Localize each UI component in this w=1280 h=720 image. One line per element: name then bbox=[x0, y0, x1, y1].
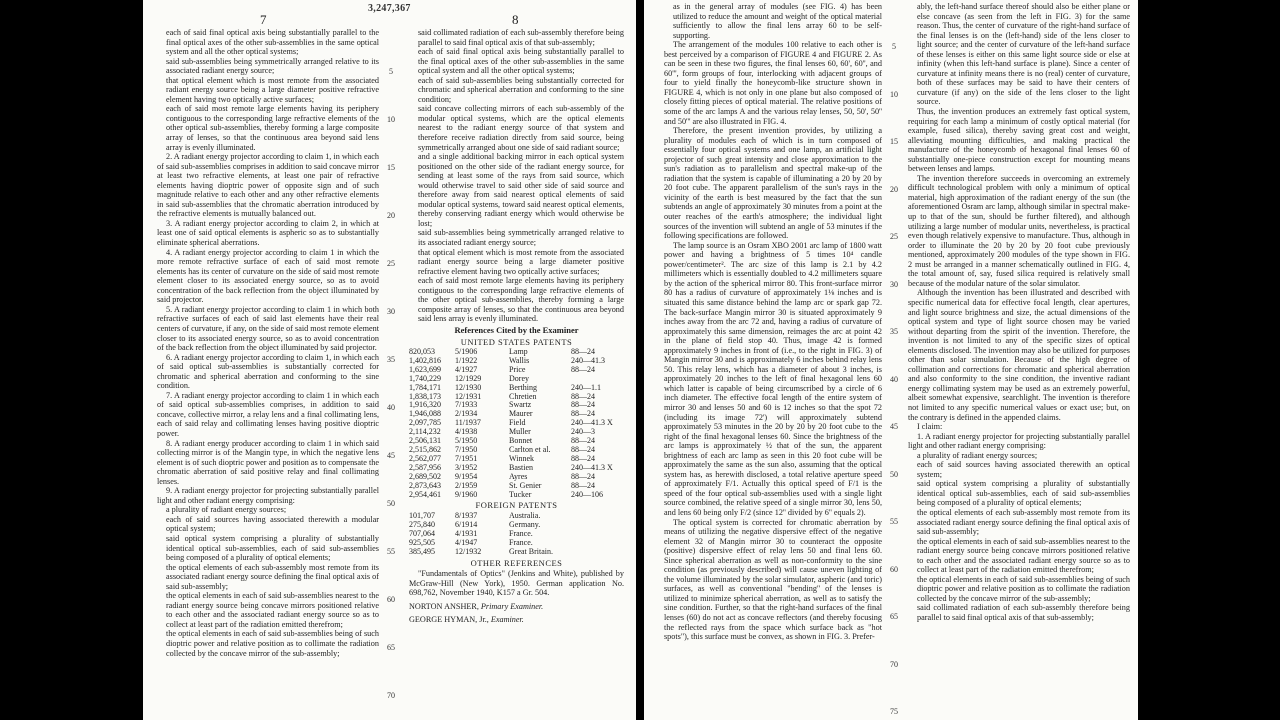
line-number: 70 bbox=[387, 691, 395, 700]
right-right-paragraph: 1. A radiant energy projector for projecting substantially parallel light and other radiant energy comprising: bbox=[908, 431, 1130, 451]
citation-num: 2,873,643 bbox=[409, 480, 441, 490]
citation-num: 385,495 bbox=[409, 546, 435, 556]
right-right-paragraph: I claim: bbox=[917, 422, 943, 432]
examiner bbox=[409, 615, 624, 625]
right-right-paragraph: said collimated radiation of each sub-assembly therefore being parallel to said final optical axis of that sub-assembly; bbox=[917, 603, 1130, 622]
citation-cls: France. bbox=[509, 528, 533, 538]
column-7-text bbox=[157, 28, 379, 718]
citation-num: 707,064 bbox=[409, 528, 435, 538]
citation-name: St. Genier bbox=[509, 480, 542, 490]
citation-name: Berthing bbox=[509, 382, 537, 392]
line-number: 55 bbox=[387, 547, 395, 556]
line-number: 40 bbox=[890, 374, 898, 384]
other-references-heading: OTHER REFERENCES bbox=[470, 557, 563, 568]
citation-name: Winnek bbox=[509, 453, 535, 463]
line-number: 35 bbox=[890, 327, 898, 336]
column-7-paragraph: that optical element which is most remote from the associated radiant energy source being a large diameter positive refractive element having two optically active surfaces; bbox=[166, 75, 379, 104]
citation-num: 2,689,502 bbox=[409, 471, 441, 481]
column-8-paragraph: said concave collecting mirrors of each sub-assembly of the modular optical systems, which are the optical elements nearest to the radiant energy source of that system and therefore receive radiation directly from said source, being symmetrically arranged about one side of said radiant source; bbox=[418, 104, 624, 152]
line-number: 50 bbox=[387, 499, 395, 508]
citation-num: 1,916,320 bbox=[409, 400, 441, 410]
citation-cls: 240—3 bbox=[571, 427, 595, 437]
citation-cls: France. bbox=[509, 537, 533, 547]
citation-num: 1,740,229 bbox=[409, 373, 441, 383]
right-right-paragraph: Although the invention has been illustrated and described with specific numerical data for effective focal length, clear apertures, and light source brightness and size, the actual dimensions of the optical system and type of light source chosen may be varied without departing from the spirit of the invention. Therefore, the invention is not limited to any of the specific sizes of optical elements disclosed. The invention may also be utilized for purposes other than solar simulation. Because of the high degree of collimation and corrections for chromatic and spherical aberration and also conformity to the sine condition, the inventive radiant energy collimating system may be used as an extremely powerful, albeit somewhat expensive, searchlight. The invention is therefore not limited to any specific numerical values or exact use; but, on the contrary is defined in the appended claims. bbox=[908, 288, 1130, 422]
citation-cls: 88—24 bbox=[571, 445, 595, 455]
column-7-paragraph: 8. A radiant energy producer according to claim 1 in which said collecting mirror is of the Mangin type, in which the negative lens element is of such dioptric power and position as to compensate the chromatic aberration of said positive relay and final collimating lenses. bbox=[157, 438, 379, 486]
citation-cls: Australia. bbox=[509, 511, 541, 520]
citation-date: 9/1954 bbox=[455, 471, 478, 481]
line-number: 60 bbox=[890, 564, 898, 574]
line-number: 20 bbox=[890, 184, 898, 194]
citation-name: Carlton et al. bbox=[509, 445, 551, 455]
citation-num: 2,506,131 bbox=[409, 436, 441, 446]
right-left-paragraph: The lamp source is an Osram XBO 2001 arc lamp of 1800 watt power and having a brightness of 5 times 10⁴ candle power/centimeter². The arc size of this lamp is 2.1 by 4.2 millimeters which is essentially doubled to 4.2 millimeters square by the action of the spherical mirror 80. This front-surface mirror 80 has a radius of curvature of approximately 1⅛ inches and is situated this same distance behind the lamp arc or spark gap 72. The back-surface Mangin mirror 30 is situated approximately 9 inches away from the arc 72 and, having a radius of curvature of approximately this same dimension, reimages the arc at point 42 in the plane of field stop 40. Thus, image 42 is formed approximately 9 inches in front of (i.e., to the right in FIG. 3) of Mangin mirror 30 and is approximately 6 inches behind relay lens 50. This relay lens, which has a diameter of about 3 inches, is approximately 20 inches to the left of final hexagonal lens 60 which latter is capable of being circumscribed by a circle of 6 inch diameter. The effective focal length of the entire system of mirror 30 and lenses 50 and 60 is 12 inches so that the spot 72 (including its image 72') will approximately subtend approximately 53 minutes in the 20 by 20 by 20 foot cube to the right of the final hexagonal lenses 60. Since the brightness of the arc lamps is approximately ½ that of the sun, the apparent brightness of each arc lamp as seen in this 20 foot cube will be approximately the same as the sun also, assuming that the optical system has, as herewith disclosed, a total relative aperture speed of approximately F/1. Actually this optical speed of F/1 is the speed of the four optical sub-assemblies used with a single light source combined, the relative speed of a single mirror 30, lens 50, and lens 60 being only F/2 (since 12'' divided by 6'' equals 2). bbox=[664, 240, 882, 517]
column-number-7: 7 bbox=[260, 12, 267, 27]
citation-num: 1,838,173 bbox=[409, 391, 441, 401]
citation-row bbox=[409, 548, 624, 557]
foreign-patents-table bbox=[409, 512, 624, 557]
right-page-left-column bbox=[664, 2, 882, 718]
examiner-role: Examiner. bbox=[490, 615, 524, 625]
column-8-paragraph: that optical element which is most remote from the associated radiant energy source being a large diameter positive refractive element having two optically active surfaces; bbox=[418, 247, 624, 276]
citation-name: Price bbox=[509, 364, 526, 374]
column-7-paragraph: the optical elements in each of said sub-assemblies being of such dioptric power and relative position as to collimate the radiation collected by the concave mirror of the sub-assembly; bbox=[166, 629, 379, 658]
citation-cls: 88—24 bbox=[571, 436, 595, 446]
citation-name: Bastien bbox=[509, 462, 533, 472]
line-number: 75 bbox=[890, 707, 898, 716]
column-7-paragraph: a plurality of radiant energy sources; bbox=[166, 505, 287, 515]
patent-number: 3,247,367 bbox=[368, 3, 411, 14]
citation-name: Lamp bbox=[509, 347, 528, 357]
citation-date: 2/1959 bbox=[455, 480, 478, 490]
citation-num: 275,840 bbox=[409, 519, 435, 529]
column-8-text bbox=[409, 28, 624, 718]
citation-cls: 88—24 bbox=[571, 480, 595, 490]
line-number: 30 bbox=[387, 307, 395, 316]
citation-cls: 240—1.1 bbox=[571, 382, 601, 392]
column-7-paragraph: each of said sources having associated therewith a modular optical system; bbox=[166, 514, 379, 534]
line-number: 45 bbox=[387, 451, 395, 460]
citation-date: 7/1951 bbox=[455, 453, 478, 463]
citation-cls: 240—41.3 bbox=[571, 355, 605, 365]
patent-page-right bbox=[644, 0, 1138, 720]
line-number: 70 bbox=[890, 659, 898, 669]
column-7-paragraph: 2. A radiant energy projector according to claim 1, in which each of said sub-assemblies comprises in addition to said concave mirror at least two refractive elements, at least one pair of refractive elements having dioptric power of opposite sign and of such magnitude relative to each other and any other refractive elements in said sub-assemblies that the chromatic aberration introduced by the refractive elements is mutually balanced out. bbox=[157, 152, 379, 219]
right-right-paragraph: the optical elements in each of said sub-assemblies nearest to the radiant energy source being concave mirrors positioned relative to each other and the associated radiant energy source so as to collect at least part of the radiation emitted therefrom; bbox=[917, 536, 1130, 575]
citation-date: 3/1952 bbox=[455, 462, 478, 472]
citation-date: 2/1934 bbox=[455, 409, 478, 419]
right-right-paragraph: said optical system comprising a plurality of substantially identical optical sub-assemblies, each of said sub-assemblies being composed of a plurality of optical elements; bbox=[917, 479, 1130, 508]
column-8-paragraph: each of said most remote large elements having its periphery contiguous to the corresponding large refractive elements of the other optical sub-assemblies, thereby forming a large composite array of lenses, so that the continuous area beyond said lens array is evenly illuminated. bbox=[418, 276, 624, 324]
primary-examiner-role: Primary Examiner. bbox=[480, 601, 544, 611]
citation-num: 925,505 bbox=[409, 537, 435, 547]
citation-date: 7/1933 bbox=[455, 400, 478, 410]
foreign-patents-heading: FOREIGN PATENTS bbox=[475, 500, 558, 511]
patent-page-left bbox=[143, 0, 636, 720]
line-number: 65 bbox=[387, 643, 395, 652]
right-left-paragraph: The optical system is corrected for chromatic aberration by means of utilizing the negative dispersive effect of the negative element 32 of Mangin mirror 30 to counteract the opposite (positive) dispersive effect of relay lens 50 and final lens 60. Since spherical aberration as well as non-conformity to the sine condition (as previously described) will cause uneven lighting of the volume illuminated by the solar simulator, aspheric (and toric) surfaces, as well as conventional "bending" of the lenses is utilized to minimize spherical aberration, as well as to satisfy the sine condition. Further, so that the right-hand surfaces of the final lenses (60) do not act as concave reflectors (and thereby focusing the reflected rays from the space which surface back as "hot spots"), this surface must be convex, as shown in FIG. 3. Prefer- bbox=[664, 517, 882, 642]
citation-cls: 88—24 bbox=[571, 400, 595, 410]
citation-num: 2,114,232 bbox=[409, 427, 441, 437]
citation-date: 12/1931 bbox=[455, 391, 482, 401]
citation-date: 12/1930 bbox=[455, 382, 482, 392]
line-number: 65 bbox=[890, 612, 898, 621]
citation-cls: 240—41.3 X bbox=[571, 418, 613, 428]
column-7-paragraph: each of said final optical axis being substantially parallel to the final optical axes of the other sub-assemblies in the same optical system and all the other optical systems; bbox=[166, 28, 379, 57]
references-heading: References Cited by the Examiner bbox=[454, 324, 579, 335]
citation-num: 2,097,785 bbox=[409, 418, 441, 428]
citation-date: 4/1927 bbox=[455, 364, 478, 374]
citation-date: 7/1950 bbox=[455, 445, 478, 455]
right-left-paragraph: Therefore, the present invention provides, by utilizing a plurality of modules each of which is in turn composed of essentially four optical systems and one lamp, an artificial light projector of such great intensity and close approximation to the sun's radiation as to parallelism and spectral make-up of the radiation that the system is capable of illuminating a 20 by 20 by 20 foot cube. The apparent parallelism of the sun's rays in the vicinity of the earth is best measured by the fact that the sun subtends an angle of approximately 30 minutes from a point at the outer reaches of the earth's atmosphere; the individual light sources of the invention will subtend an angle of 53 minutes if the following specifications are followed. bbox=[664, 126, 882, 241]
citation-num: 1,402,816 bbox=[409, 355, 441, 365]
right-right-paragraph: each of said sources having associated therewith an optical system; bbox=[917, 460, 1130, 479]
line-number: 10 bbox=[387, 115, 395, 124]
line-number: 30 bbox=[890, 279, 898, 289]
column-7-paragraph: 7. A radiant energy projector according to claim 1 in which each of said optical sub-assemblies comprises, in addition to said concave, collective mirror, a relay lens and a final collimating lens, each of said relay and collimating lenses having positive dioptric power. bbox=[157, 390, 379, 438]
right-right-paragraph: Thus, the invention produces an extremely fast optical system, requiring for each lamp a minimum of costly optical material (for example, fused silica), thereby saving great cost and weight, alleviating mounting difficulties, and making practical the manufacture of the honeycomb of hexagonal final lenses 60 of substantially one-piece construction except for mounting means between lenses and lamps. bbox=[908, 107, 1130, 174]
citation-date: 4/1931 bbox=[455, 528, 478, 538]
us-patents-heading: UNITED STATES PATENTS bbox=[460, 336, 573, 347]
right-page-right-column bbox=[908, 2, 1130, 718]
citation-cls: 88—24 bbox=[571, 471, 595, 481]
citation-date: 12/1929 bbox=[455, 373, 482, 383]
examiner-name: GEORGE HYMAN, Jr., bbox=[409, 615, 489, 625]
primary-examiner bbox=[409, 602, 624, 612]
right-right-paragraph: a plurality of radiant energy sources; bbox=[917, 450, 1038, 460]
citation-date: 5/1950 bbox=[455, 436, 478, 446]
citation-cls: 88—24 bbox=[571, 364, 595, 374]
column-7-paragraph: each of said most remote large elements having its periphery contiguous to the corresponding large refractive elements of the other optical sub-assemblies, thereby forming a large composite array of lenses, so that the continuous area beyond said lens array is evenly illuminated. bbox=[166, 104, 379, 152]
line-number: 45 bbox=[890, 422, 898, 431]
citation-name: Chretien bbox=[509, 391, 537, 401]
line-number: 40 bbox=[387, 403, 395, 412]
right-left-paragraph: The arrangement of the modules 100 relative to each other is best perceived by a comparison of FIGURE 4 and FIGURE 2. As can be seen in these two figures, the final lenses 60, 60', 60'', and 60''', form groups of four, interlocking with adjacent groups of four to yield finally the honeycomb-like structure shown in FIGURE 4, which is not only in one plane but also composed of closely fitting pieces of optical material. The relative positions of some of the arc lamps A and the various relay lenses, 50, 50', 50'' and 50''' are also illustrated in FIG. 4. bbox=[664, 40, 882, 126]
citation-cls: 240—41.3 X bbox=[571, 462, 613, 472]
line-number: 15 bbox=[890, 137, 898, 146]
citation-name: Maurer bbox=[509, 409, 533, 419]
citation-cls: 88—24 bbox=[571, 453, 595, 463]
citation-name: Field bbox=[509, 418, 526, 428]
column-8-paragraph: said sub-assemblies being symmetrically arranged relative to its associated radiant energy source; bbox=[418, 228, 624, 248]
citation-date: 12/1932 bbox=[455, 546, 482, 556]
citation-num: 2,562,077 bbox=[409, 453, 441, 463]
citation-date: 5/1906 bbox=[455, 347, 478, 357]
column-7-paragraph: 9. A radiant energy projector for projecting substantially parallel light and other radiant energy comprising: bbox=[157, 486, 379, 505]
citation-name: Wallis bbox=[509, 355, 530, 365]
citation-num: 101,707 bbox=[409, 511, 435, 520]
citation-num: 1,946,088 bbox=[409, 409, 441, 419]
citation-cls: Great Britain. bbox=[509, 546, 553, 556]
citation-date: 8/1937 bbox=[455, 511, 478, 520]
column-8-claims bbox=[409, 28, 624, 324]
column-7-paragraph: 4. A radiant energy projector according to claim 1 in which the more remote refractive surface of each of said most remote elements has its center of curvature on the side of said most remote element closer to its associated energy source, so as to avoid concentration of the back reflection from the object illuminated by said projector. bbox=[157, 247, 379, 305]
citation-cls: 88—24 bbox=[571, 409, 595, 419]
line-number: 25 bbox=[387, 259, 395, 268]
citation-row bbox=[409, 491, 624, 500]
citation-num: 2,587,956 bbox=[409, 462, 441, 472]
right-left-paragraph: as in the general array of modules (see FIG. 4) has been utilized to reduce the amount and weight of the optical material sufficiently to allow the final lens array 60 to be self-supporting. bbox=[673, 2, 882, 40]
column-7-paragraph: 6. A radiant energy projector according to claim 1, in which each of said optical sub-assemblies is substantially corrected for chromatic and spherical aberration and conforming to the sine condition. bbox=[157, 352, 379, 391]
citation-name: Bonnet bbox=[509, 436, 533, 446]
line-number: 50 bbox=[890, 469, 898, 479]
line-number: 15 bbox=[387, 163, 395, 172]
column-7-paragraph: 3. A radiant energy projector according to claim 2, in which at least one of said optical elements is aspheric so as to substantially eliminate spherical aberrations. bbox=[157, 218, 379, 248]
citation-name: Tucker bbox=[509, 489, 532, 499]
citation-num: 2,954,461 bbox=[409, 489, 441, 499]
column-8-paragraph: and a single additional backing mirror in each optical system positioned on the other side of the radiant energy source, for sending at least some of the rays from said source, which would otherwise travel to said other side of said source and therefore away from said nearest optical elements of said modular optical systems, toward said nearest optical elements, thereby conserving radiant energy which would otherwise be lost; bbox=[418, 152, 624, 228]
citation-num: 1,623,699 bbox=[409, 364, 441, 374]
other-references-text: "Fundamentals of Optics" (Jenkins and White), published by McGraw-Hill (New York), 1950. German application No. 698,762, November 1940, K157 a Gr. 504. bbox=[409, 569, 624, 598]
citation-num: 2,515,862 bbox=[409, 445, 441, 455]
column-7-paragraph: the optical elements of each sub-assembly most remote from its associated radiant energy source defining the final optical axis of said sub-assembly; bbox=[166, 562, 379, 591]
citation-num: 820,053 bbox=[409, 347, 435, 357]
citation-name: Ayres bbox=[509, 471, 528, 481]
citation-cls: 240—106 bbox=[571, 489, 603, 499]
citation-date: 1/1922 bbox=[455, 355, 478, 365]
column-7-paragraph: the optical elements in each of said sub-assemblies nearest to the radiant energy source being concave mirrors positioned relative to each other and the associated radiant energy source so as to collect at least part of the radiation emitted therefrom; bbox=[166, 591, 379, 629]
column-8-paragraph: said collimated radiation of each sub-assembly therefore being parallel to said final optical axis of that sub-assembly; bbox=[418, 28, 624, 47]
column-number-8: 8 bbox=[512, 12, 519, 27]
citation-name: Swartz bbox=[509, 400, 532, 410]
primary-examiner-name: NORTON ANSHER, bbox=[409, 601, 479, 611]
right-right-paragraph: The invention therefore succeeds in overcoming an extremely difficult technological problem with only a minimum of optical material, high approximation of the radiant energy of the sun (the aforementioned Osram arc lamp, although similar in spectral make-up to that of the sun, should be further filtered), and although utilizing a large number of modular units, nevertheless, is practical even though relatively expensive to manufacture. Thus, although in order to illuminate the 20 by 20 by 20 foot cube previously mentioned, approximately 200 modules of the type shown in FIG. 2 must be arranged in a manner schematically outlined in FIG. 4, the total amount of, say, fused silica required is relatively small because of the modular nature of the solar simulator. bbox=[908, 173, 1130, 288]
right-right-paragraph: ably, the left-hand surface thereof should also be either plane or else concave (as seen from the left in FIG. 3) for the same reason. Thus, the center of curvature of the right-hand surface of the final lenses is on the (left-hand) side of the lens closer to light source; and the center of curvature of the left-hand surface of these lenses is either on this same light source side or else at infinity (when this left-hand surface is plane). Since a center of curvature at infinity means there is no (real) center of curvature, both of these surfaces may be said to have their centers of curvature (if any) on the side of the lens closer to the light source. bbox=[917, 2, 1130, 107]
column-8-paragraph: each of said sub-assemblies being substantially corrected for chromatic and spherical aberration and conforming to the sine condition; bbox=[418, 75, 624, 104]
line-number: 5 bbox=[892, 42, 896, 51]
citation-date: 9/1960 bbox=[455, 489, 478, 499]
line-number: 60 bbox=[387, 595, 395, 604]
citation-cls: 88—24 bbox=[571, 391, 595, 401]
right-right-paragraph: the optical elements of each sub-assembly most remote from its associated radiant energy source defining the final optical axis of said sub-assembly; bbox=[917, 507, 1130, 537]
citation-date: 4/1947 bbox=[455, 537, 478, 547]
line-number: 25 bbox=[890, 232, 898, 241]
citation-date: 6/1914 bbox=[455, 519, 478, 529]
line-number: 35 bbox=[387, 355, 395, 364]
line-number: 10 bbox=[890, 89, 898, 99]
line-number: 5 bbox=[389, 67, 393, 76]
citation-name: Dorey bbox=[509, 373, 529, 383]
line-number: 20 bbox=[387, 211, 395, 220]
citation-name: Muller bbox=[509, 427, 531, 437]
line-number: 55 bbox=[890, 517, 898, 526]
citation-cls: Germany. bbox=[509, 519, 541, 529]
column-8-paragraph: each of said final optical axis being substantially parallel to the final optical axes of the other sub-assemblies in the same optical system and all the other optical systems; bbox=[418, 47, 624, 76]
citation-date: 4/1938 bbox=[455, 427, 478, 437]
column-7-paragraph: said sub-assemblies being symmetrically arranged relative to its associated radiant energy source; bbox=[166, 56, 379, 76]
column-7-paragraph: said optical system comprising a plurality of substantially identical optical sub-assemblies, each of said sub-assemblies being composed of a plurality of optical elements; bbox=[166, 533, 379, 563]
citation-num: 1,784,171 bbox=[409, 382, 441, 392]
citation-date: 11/1937 bbox=[455, 418, 481, 428]
right-right-paragraph: the optical elements in each of said sub-assemblies being of such dioptric power and relative position as to collimate the radiation collected by the concave mirror of the sub-assembly; bbox=[917, 574, 1130, 603]
column-7-paragraph: 5. A radiant energy projector according to claim 1 in which both refractive surfaces of each of said last elements have their real centers of curvature, if any, on the side of said most remote element closer to its associated energy source, so as to avoid concentration of the back reflection from the object illuminated by said projector. bbox=[157, 304, 379, 353]
citation-cls: 88—24 bbox=[571, 347, 595, 357]
us-patents-table bbox=[409, 348, 624, 499]
